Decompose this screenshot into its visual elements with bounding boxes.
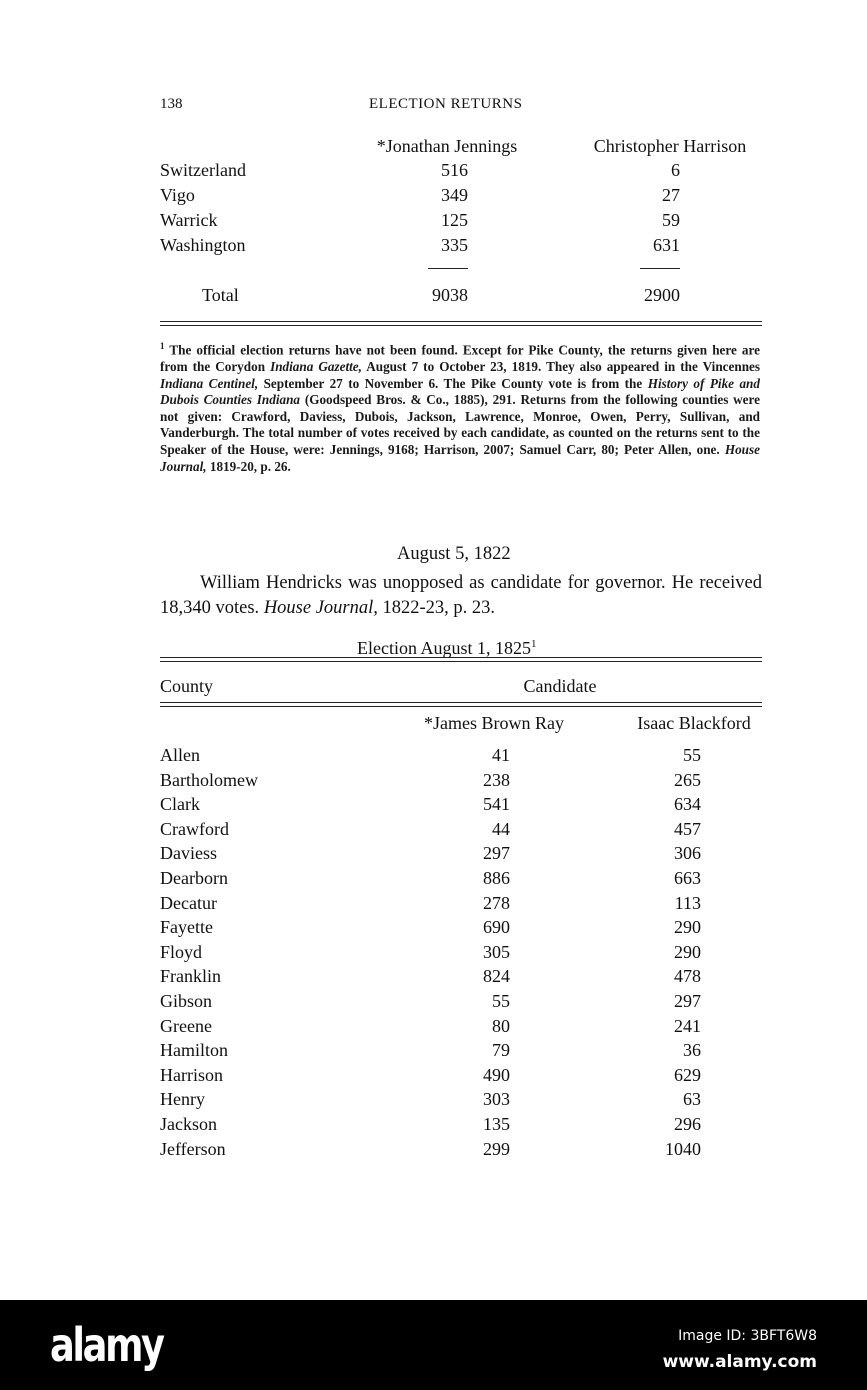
county-name: Floyd [160, 941, 203, 962]
votes-jennings: 335 [441, 235, 468, 255]
votes-blackford: 457 [674, 818, 701, 839]
double-rule [160, 702, 762, 707]
votes-blackford: 36 [683, 1040, 701, 1061]
footnote [160, 338, 760, 475]
sum-rule [640, 268, 680, 269]
county-name: Hamilton [160, 1040, 228, 1061]
county-header: County [160, 676, 214, 696]
footnote-citation: Indiana Gazette, [270, 358, 362, 374]
double-rule [160, 657, 762, 662]
votes-ray: 303 [483, 1089, 510, 1110]
footnote-text: 1819-20, p. 26. [206, 458, 291, 474]
total-jennings: 9038 [432, 285, 468, 305]
votes-blackford: 290 [674, 941, 701, 962]
votes-ray: 541 [483, 794, 510, 815]
column-header-harrison: Christopher Harrison [593, 136, 747, 156]
column-header-blackford: Isaac Blackford [637, 713, 751, 733]
footnote-citation: History of Pike and Dubois Counties Indiana [160, 375, 760, 408]
county-name: Bartholomew [160, 769, 258, 790]
footnote-marker: 1 [160, 341, 165, 351]
county-name: Gibson [160, 991, 213, 1011]
column-header-jennings: *Jonathan Jennings [376, 136, 518, 156]
votes-ray: 886 [483, 868, 510, 888]
county-name: Jefferson [160, 1138, 226, 1159]
votes-blackford: 629 [674, 1064, 701, 1085]
county-name: Washington [160, 235, 246, 255]
county-name: Greene [160, 1015, 212, 1036]
votes-blackford: 63 [683, 1089, 701, 1110]
footnote-marker: 1 [531, 638, 537, 650]
footnote-text: The official election returns have not been found. Except for Pike County, the returns given here are from the Corydon [160, 342, 760, 374]
votes-ray: 238 [483, 769, 510, 790]
votes-blackford: 478 [674, 966, 701, 987]
footnote-text: (Goodspeed Bros. & Co., 1885), 291. Returns from the following counties were not given: Crawford, Daviess, Dubois, Jackson, Lawrence, Monroe, Owen, Perry, Sullivan, and Vanderburgh. The total number of votes received by each candidate, as counted on the returns sent to the Speaker of the House, were: Jennings, 9168; Harrison, 2007; Samuel Carr, 80; Peter Allen, one. [160, 392, 760, 457]
county-name: Warrick [160, 210, 218, 230]
county-name: Dearborn [160, 868, 228, 888]
votes-blackford: 55 [683, 745, 701, 765]
county-name: Harrison [160, 1064, 223, 1085]
county-name: Franklin [160, 966, 221, 987]
votes-blackford: 306 [674, 843, 701, 864]
total-label: Total [202, 285, 239, 305]
votes-ray: 490 [483, 1064, 510, 1085]
votes-blackford: 290 [674, 917, 701, 938]
county-name: Jackson [160, 1114, 217, 1134]
votes-blackford: 663 [674, 868, 701, 888]
votes-blackford: 241 [674, 1015, 701, 1036]
votes-harrison: 59 [662, 210, 680, 230]
votes-blackford: 265 [674, 769, 701, 790]
votes-jennings: 349 [441, 185, 468, 205]
county-name: Vigo [160, 185, 195, 205]
paragraph-1822 [160, 571, 762, 621]
running-title: ELECTION RETURNS [369, 96, 523, 112]
votes-ray: 44 [492, 818, 510, 839]
county-name: Switzerland [160, 160, 246, 180]
votes-blackford: 296 [674, 1114, 701, 1134]
watermark-bar [0, 1300, 867, 1390]
votes-ray: 80 [492, 1015, 510, 1036]
votes-ray: 135 [483, 1114, 510, 1134]
votes-ray: 299 [483, 1138, 510, 1159]
source-citation: House Journal, [263, 598, 378, 618]
votes-jennings: 516 [441, 160, 468, 180]
votes-blackford: 1040 [665, 1138, 701, 1159]
footnote-text: September 27 to November 6. The Pike County vote is from the [258, 375, 648, 391]
county-name: Allen [160, 745, 200, 765]
votes-jennings: 125 [441, 210, 468, 230]
candidate-header: Candidate [523, 676, 597, 696]
total-harrison: 2900 [644, 285, 680, 305]
votes-ray: 305 [483, 941, 510, 962]
votes-ray: 41 [492, 745, 510, 765]
votes-harrison: 6 [671, 160, 680, 180]
footnote-citation: Indiana Centinel, [160, 375, 259, 391]
footnote-citation: House Journal, [160, 441, 760, 474]
sum-rule [428, 268, 468, 269]
votes-ray: 55 [492, 991, 510, 1011]
votes-blackford: 113 [674, 892, 701, 913]
county-name: Daviess [160, 843, 217, 864]
votes-ray: 297 [483, 843, 510, 864]
footnote-text: August 7 to October 23, 1819. They also appeared in the Vincennes [361, 358, 761, 374]
county-name: Decatur [160, 892, 217, 913]
section-heading-1822: August 5, 1822 [397, 544, 511, 564]
votes-harrison: 27 [662, 185, 680, 205]
paragraph-text: William Hendricks was unopposed as candidate for governor. He received 18,340 votes. [160, 573, 762, 618]
county-name: Clark [160, 794, 200, 815]
page-number: 138 [160, 96, 183, 112]
votes-harrison: 631 [653, 235, 680, 255]
county-name: Fayette [160, 917, 213, 938]
double-rule [160, 321, 762, 326]
votes-blackford: 297 [674, 991, 701, 1011]
votes-ray: 690 [483, 917, 510, 938]
alamy-logo: alamy [50, 1318, 163, 1372]
column-header-ray: *James Brown Ray [424, 713, 564, 733]
votes-ray: 79 [492, 1040, 510, 1061]
alamy-url: www.alamy.com [662, 1352, 817, 1372]
county-name: Crawford [160, 818, 229, 839]
image-id: Image ID: 3BFT6W8 [678, 1328, 817, 1344]
table-title: Election August 1, 1825$^1$ [357, 638, 537, 658]
votes-ray: 824 [483, 966, 510, 987]
votes-blackford: 634 [674, 794, 701, 815]
county-name: Henry [160, 1089, 205, 1110]
paragraph-text: 1822-23, p. 23. [377, 598, 496, 618]
votes-ray: 278 [483, 892, 510, 913]
